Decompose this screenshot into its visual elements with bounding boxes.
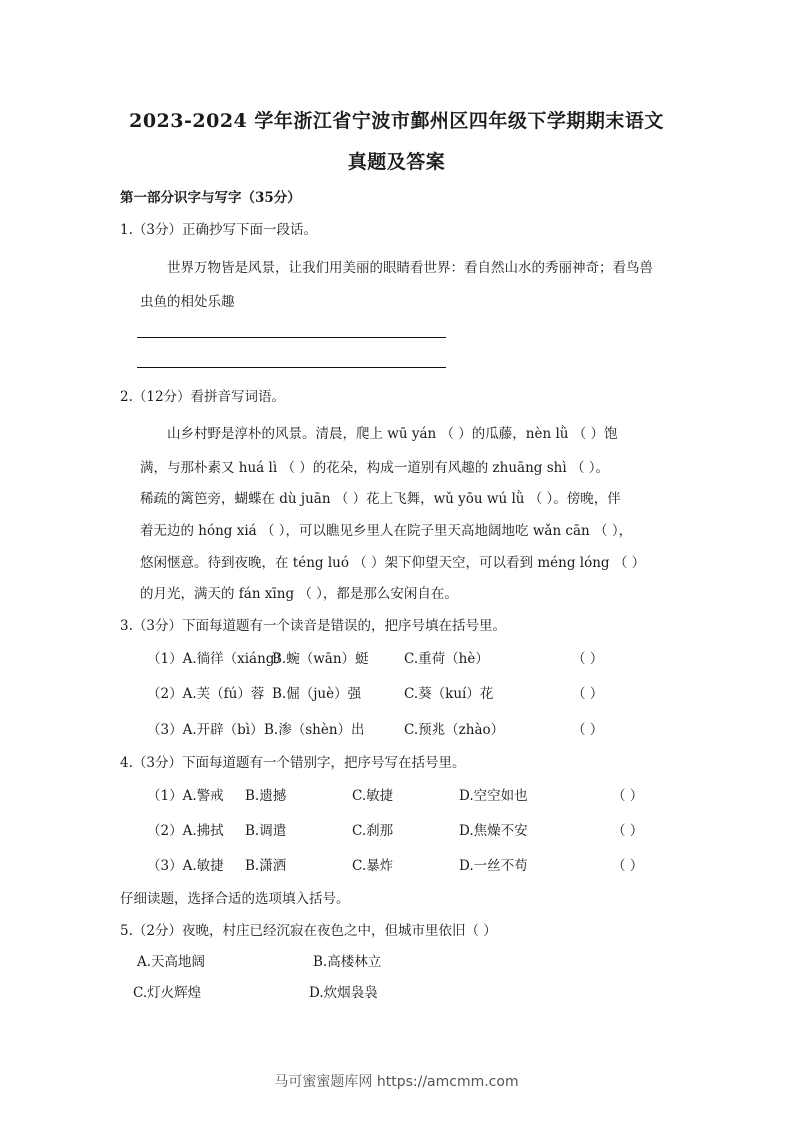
q5-option-b: B.高楼林立 (313, 954, 382, 970)
q4-row-1-d: D.空空如也 (459, 788, 528, 804)
q4-row-3-c: C.暴炸 (352, 858, 394, 874)
q3-row-1-blank: （ ） (572, 651, 604, 667)
q1-paragraph-line-1: 世界万物皆是风景，让我们用美丽的眼睛看世界：看自然山水的秀丽神奇；看鸟兽 (167, 260, 653, 276)
q3-row-1-c: C.重荷（hè） (404, 651, 489, 667)
q2-line-2: 满，与那朴素又 huá lì （ ）的花朵，构成一道别有风趣的 zhuāng shì （ ）。 (140, 460, 609, 476)
q3-row-2-c: C.葵（kuí）花 (404, 686, 494, 702)
q4-row-2-d: D.焦燥不安 (459, 823, 528, 839)
q3-row-1-a: （1）A.徜徉（xiáng） (147, 651, 288, 667)
q4-row-2-c: C.刹那 (352, 823, 394, 839)
q4-row-3-a: （3）A.敏捷 (147, 858, 224, 874)
q4-row-2-a: （2）A.拂拭 (147, 823, 224, 839)
q3-row-2-a: （2）A.芙（fú）蓉 (147, 686, 265, 702)
q2-line-5: 悠闲惬意。待到夜晚，在 téng luó （ ）架下仰望天空，可以看到 méng lóng （ ） (140, 555, 646, 571)
q4-stem: 4.（3分）下面每道题有一个错别字，把序号写在括号里。 (120, 755, 466, 771)
q4-row-2-b: B.调遣 (245, 823, 287, 839)
q4-row-1-b: B.遗撼 (245, 788, 287, 804)
q2-line-4: 着无边的 hóng xiá （ ），可以瞧见乡里人在院子里天高地阔地吃 wǎn cān （ ）， (140, 523, 633, 539)
q2-line-3: 稀疏的篱笆旁，蝴蝶在 dù juān （ ）花上飞舞，wǔ yōu wú lǜ （ ）。傍晚，伴 (140, 491, 621, 507)
q3-row-3-b: B.渗（shèn）出 (264, 722, 365, 738)
q4-row-1-c: C.敏捷 (352, 788, 394, 804)
q1-answer-line-2 (137, 367, 446, 368)
q3-stem: 3.（3分）下面每道题有一个读音是错误的，把序号填在括号里。 (120, 618, 506, 634)
section-heading: 第一部分识字与写字（35分） (120, 190, 301, 206)
q5-option-d: D.炊烟袅袅 (309, 985, 378, 1001)
q4-row-2-blank: （ ） (612, 823, 644, 839)
q2-line-1: 山乡村野是淳朴的风景。清晨，爬上 wū yán （ ）的瓜藤，nèn lǜ （ ）饱 (167, 426, 618, 442)
q3-row-3-c: C.预兆（zhào） (404, 722, 505, 738)
q3-row-2-blank: （ ） (572, 686, 604, 702)
q4-row-3-d: D.一丝不苟 (459, 858, 528, 874)
q1-stem: 1.（3分）正确抄写下面一段话。 (120, 222, 317, 238)
q1-paragraph-line-2: 虫鱼的相处乐趣 (140, 294, 235, 310)
q2-line-6: 的月光，满天的 fán xīng （ ），都是那么安闲自在。 (140, 586, 458, 602)
q3-row-3-a: （3）A.开辟（bì） (147, 722, 264, 738)
q2-stem: 2.（12分）看拼音写词语。 (120, 389, 286, 405)
q3-row-1-b: B.蜿（wān）蜓 (272, 651, 369, 667)
q5-option-a: A.天高地阔 (137, 954, 206, 970)
q1-answer-line-1 (137, 337, 446, 338)
q3-row-2-b: B.倔（juè）强 (272, 686, 362, 702)
q4-row-1-a: （1）A.警戒 (147, 788, 224, 804)
title-line-2: 真题及答案 (347, 151, 446, 173)
q3-row-3-blank: （ ） (572, 722, 604, 738)
q4-row-1-blank: （ ） (612, 788, 644, 804)
q5-stem: 5.（2分）夜晚，村庄已经沉寂在夜色之中，但城市里依旧（ ） (120, 923, 497, 939)
instruction-text: 仔细读题，选择合适的选项填入括号。 (120, 891, 350, 907)
q4-row-3-blank: （ ） (612, 858, 644, 874)
q5-option-c: C.灯火辉煌 (133, 985, 202, 1001)
title-line-1: 2023-2024 学年浙江省宁波市鄞州区四年级下学期期末语文 (129, 110, 664, 132)
footer-watermark: 马可蜜蜜题库网 https://amcmm.com (274, 1074, 519, 1090)
q4-row-3-b: B.潇洒 (245, 858, 287, 874)
